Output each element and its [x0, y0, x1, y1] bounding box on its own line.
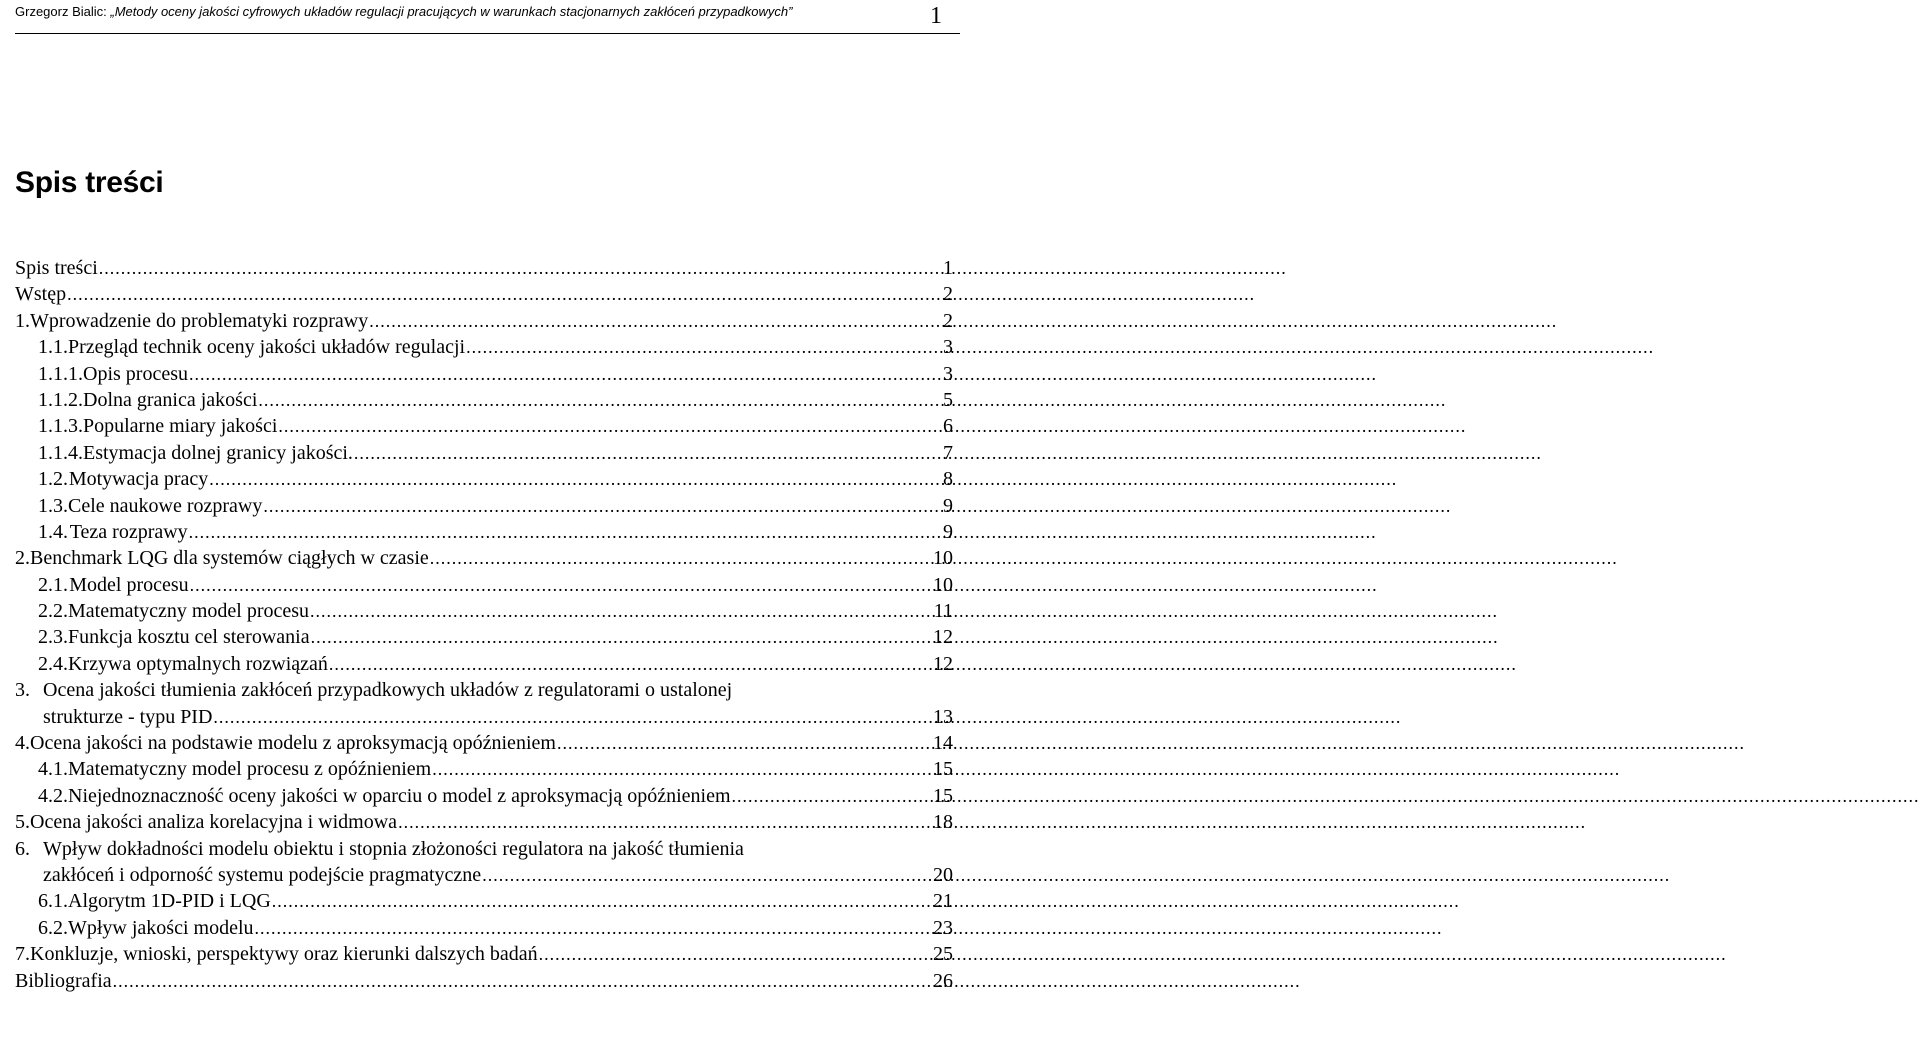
- toc-entry-label: Ocena jakości na podstawie modelu z aproksymacją opóźnieniem: [30, 732, 556, 755]
- toc-dot-leader: [432, 756, 932, 782]
- toc-entry-number: 2.: [15, 547, 30, 570]
- toc-entry-label: Konkluzje, wnioski, perspektywy oraz kierunki dalszych badań: [30, 943, 538, 966]
- toc-dot-leader: [189, 519, 942, 545]
- toc-entry-label: Cele naukowe rozprawy: [68, 494, 263, 517]
- toc-dot-leader: [209, 466, 942, 492]
- toc-entry[interactable]: [15, 598, 953, 624]
- toc-dot-leader: [213, 704, 932, 730]
- toc-entry-page: 9: [943, 520, 953, 543]
- page-number: 1: [930, 3, 942, 29]
- toc-entry-page: 2: [943, 283, 953, 306]
- toc-entry-label: Matematyczny model procesu z opóźnieniem: [68, 758, 432, 781]
- toc-dot-leader: [113, 968, 932, 994]
- toc-entry-number: 6.1.: [38, 890, 68, 913]
- toc-entry-page: 14: [933, 732, 953, 755]
- toc-entry-label: Opis procesu: [83, 362, 188, 385]
- toc-dot-leader: [99, 255, 942, 281]
- toc-entry[interactable]: [15, 281, 953, 307]
- header-title: „Metody oceny jakości cyfrowych układów regulacji pracujących w warunkach stacjonarnych zakłóceń przypadkowych”: [110, 4, 793, 19]
- toc-entry-page: 7: [943, 441, 953, 464]
- toc-entry-page: 13: [933, 705, 953, 728]
- toc-entry[interactable]: [15, 255, 953, 281]
- toc-entry[interactable]: [15, 387, 953, 413]
- toc-entry-page: 10: [933, 547, 953, 570]
- toc-entry-page: 5: [943, 388, 953, 411]
- toc-dot-leader: [310, 598, 933, 624]
- toc-dot-leader: [732, 783, 932, 809]
- toc-entry-number: 4.1.: [38, 758, 68, 781]
- toc-entry[interactable]: [15, 361, 953, 387]
- toc-entry-page: 8: [943, 468, 953, 491]
- toc-entry-page: 11: [933, 600, 953, 623]
- toc-entry[interactable]: [15, 493, 953, 519]
- toc-entry-page: 9: [943, 494, 953, 517]
- toc-entry[interactable]: [15, 308, 953, 334]
- toc-entry-page: 1: [943, 257, 953, 279]
- toc-entry-number: 2.2.: [38, 600, 68, 623]
- toc-entry-label: Estymacja dolnej granicy jakości.: [83, 441, 353, 464]
- toc-entry-number: 1.2.: [38, 468, 68, 491]
- toc-entry-page: 26: [933, 969, 953, 992]
- toc-entry[interactable]: [15, 756, 953, 782]
- toc-dot-leader: [190, 572, 932, 598]
- toc-dot-leader: [311, 624, 932, 650]
- toc-dot-leader: [398, 809, 932, 835]
- toc-entry[interactable]: [15, 677, 953, 703]
- toc-dot-leader: [189, 361, 942, 387]
- toc-entry-number: 3.: [15, 679, 30, 702]
- toc-entry[interactable]: [15, 572, 953, 598]
- toc-entry-number: 2.1.: [38, 573, 68, 596]
- toc-dot-leader: [466, 334, 942, 360]
- toc-entry-number: 1.1.1.: [38, 362, 83, 385]
- running-header: [15, 0, 960, 34]
- toc-entry-label: Krzywa optymalnych rozwiązań: [68, 652, 328, 675]
- toc-entry-label: Dolna granica jakości: [83, 388, 258, 411]
- toc-entry[interactable]: [15, 888, 953, 914]
- toc-entry[interactable]: [15, 941, 953, 967]
- toc-entry-page: 3: [943, 336, 953, 359]
- toc-entry-page: 10: [933, 573, 953, 596]
- toc-entry-label: Funkcja kosztu cel sterowania: [68, 626, 310, 649]
- toc-entry-label: Ocena jakości tłumienia zakłóceń przypadkowych układów z regulatorami o ustalonej: [43, 679, 733, 702]
- toc-entry-number: 6.2.: [38, 916, 68, 939]
- toc-entry-number: 1.1.: [38, 336, 68, 359]
- toc-entry[interactable]: [15, 730, 953, 756]
- toc-heading: Spis treści: [15, 166, 164, 199]
- toc-entry-page: 12: [933, 652, 953, 675]
- toc-dot-leader: [557, 730, 932, 756]
- header-author: Grzegorz Bialic:: [15, 4, 111, 19]
- toc-entry-label: Wstęp: [15, 283, 67, 306]
- toc-entry[interactable]: [15, 915, 953, 941]
- toc-entry-label: Wprowadzenie do problematyki rozprawy: [30, 309, 369, 332]
- toc-entry[interactable]: [15, 440, 953, 466]
- toc-entry-page: 3: [943, 362, 953, 385]
- toc-entry-number: 2.4.: [38, 652, 68, 675]
- toc-entry[interactable]: [15, 836, 953, 862]
- toc-entry-label: Benchmark LQG dla systemów ciągłych w czasie: [30, 547, 429, 570]
- toc-entry-number: 6.: [15, 837, 30, 860]
- toc-entry-number: 4.2.: [38, 784, 68, 807]
- toc-entry-label: Matematyczny model procesu: [68, 600, 310, 623]
- toc-entry-page: 12: [933, 626, 953, 649]
- toc-entry-page: 25: [933, 943, 953, 966]
- toc-dot-leader: [255, 915, 932, 941]
- toc-entry-label: Popularne miary jakości: [83, 415, 278, 438]
- toc-entry-label: Algorytm 1D-PID i LQG: [68, 890, 271, 913]
- toc-dot-leader: [67, 281, 942, 307]
- toc-entry-label: Model procesu: [69, 573, 189, 596]
- toc-entry-number: 7.: [15, 943, 30, 966]
- toc-entry-number: 1.1.4.: [38, 441, 83, 464]
- table-of-contents: [15, 255, 953, 994]
- toc-entry-label: Teza rozprawy: [69, 520, 188, 543]
- toc-entry-number: 4.: [15, 732, 30, 755]
- toc-entry-label: Ocena jakości analiza korelacyjna i widmowa: [30, 811, 398, 834]
- toc-dot-leader: [482, 862, 932, 888]
- toc-entry-label-continued: zakłóceń i odporność systemu podejście pragmatyczne: [43, 863, 482, 886]
- toc-entry-continuation[interactable]: [15, 704, 953, 730]
- toc-dot-leader: [263, 493, 942, 519]
- toc-entry-number: 1.: [15, 309, 30, 332]
- toc-entry[interactable]: [15, 519, 953, 545]
- toc-entry-label: Spis treści: [15, 257, 98, 279]
- toc-dot-leader: [369, 308, 942, 334]
- toc-entry-label: Motywacja pracy: [68, 468, 209, 491]
- toc-entry-page: 18: [933, 811, 953, 834]
- toc-dot-leader: [278, 413, 942, 439]
- toc-entry-label: Bibliografia: [15, 969, 112, 992]
- toc-dot-leader: [430, 545, 932, 571]
- toc-entry-page: 21: [933, 890, 953, 913]
- toc-entry-page: 23: [933, 916, 953, 939]
- toc-entry-label: Wpływ jakości modelu: [68, 916, 254, 939]
- toc-dot-leader: [354, 440, 942, 466]
- toc-entry-label: Przegląd technik oceny jakości układów regulacji: [68, 336, 466, 359]
- toc-entry-label-continued: strukturze - typu PID: [43, 705, 213, 728]
- toc-entry[interactable]: [15, 466, 953, 492]
- toc-entry-number: 5.: [15, 811, 30, 834]
- toc-entry[interactable]: [15, 413, 953, 439]
- toc-dot-leader: [539, 941, 932, 967]
- toc-entry-number: 1.1.3.: [38, 415, 83, 438]
- toc-entry[interactable]: [15, 545, 953, 571]
- toc-entry-number: 1.4.: [38, 520, 68, 543]
- toc-entry-continuation[interactable]: [15, 862, 953, 888]
- running-head-text: [15, 4, 792, 19]
- toc-dot-leader: [329, 651, 932, 677]
- toc-entry-page: 2: [943, 309, 953, 332]
- toc-entry-label: Niejednoznaczność oceny jakości w oparciu o model z aproksymacją opóźnieniem: [68, 784, 731, 807]
- toc-entry-page: 6: [943, 415, 953, 438]
- toc-entry-page: 20: [933, 863, 953, 886]
- toc-entry-page: 15: [933, 784, 953, 807]
- toc-entry-label: Wpływ dokładności modelu obiektu i stopnia złożoności regulatora na jakość tłumienia: [43, 837, 744, 860]
- toc-dot-leader: [272, 888, 932, 914]
- toc-entry-number: 1.3.: [38, 494, 68, 517]
- toc-entry-number: 1.1.2.: [38, 388, 83, 411]
- toc-entry[interactable]: [15, 651, 953, 677]
- toc-entry[interactable]: [15, 783, 953, 809]
- toc-entry[interactable]: [15, 968, 953, 994]
- toc-entry[interactable]: [15, 334, 953, 360]
- toc-entry[interactable]: [15, 624, 953, 650]
- toc-dot-leader: [258, 387, 942, 413]
- toc-entry-number: 2.3.: [38, 626, 68, 649]
- toc-entry-page: 15: [933, 758, 953, 781]
- toc-entry[interactable]: [15, 809, 953, 835]
